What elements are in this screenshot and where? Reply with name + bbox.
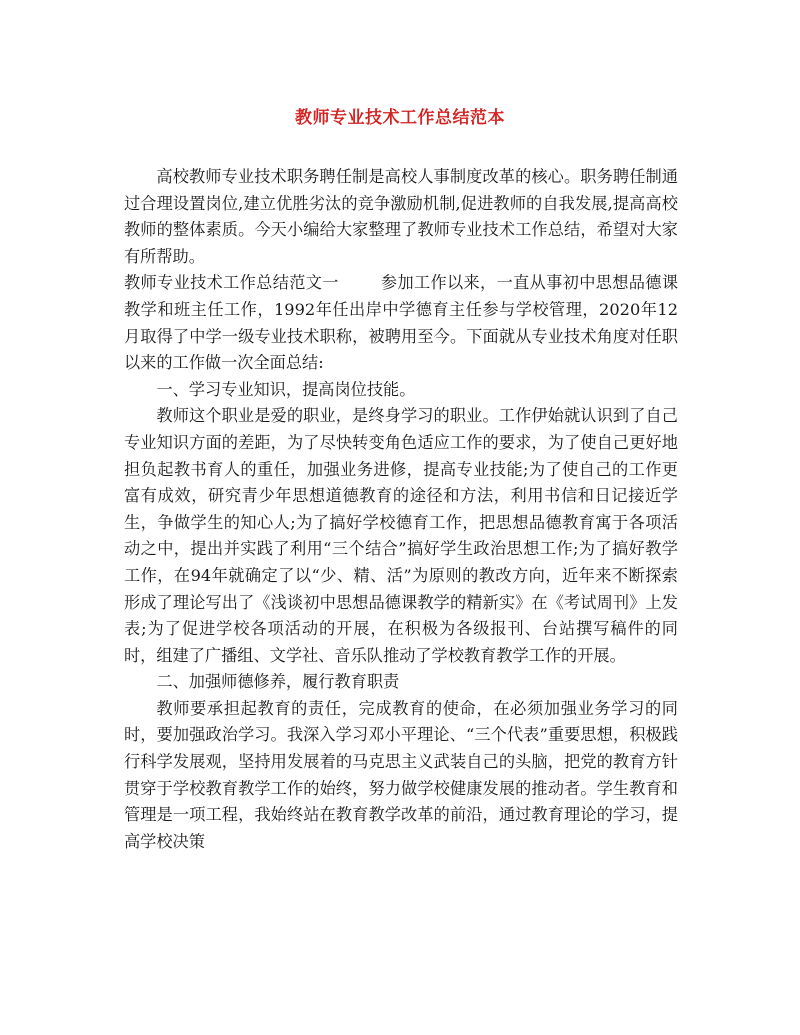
part1-title: 一、学习专业知识，提高岗位技能。	[156, 379, 416, 399]
part2-title: 二、加强师德修养，履行教育职责	[156, 672, 400, 692]
part1-body: 教师这个职业是爱的职业，是终身学习的职业。工作伊始就认识到了自己专业知识方面的差距，为了尽快转变角色适应工作的要求，为了使自己更好地担负起教书育人的重任，加强业务进修，提高专业技能;为了使自己的工作更富有成效，研究青少年思想道德教育的途径和方法，利用书信和日记接近学生，争做学生的知心人;为了搞好学校德育工作，把思想品德教育寓于各项活动之中，提出并实践了利用“三个结合”搞好学生政治思想工作;为了搞好教学工作，在94年就确定了以“少、精、活”为原则的教改方向，近年来不断探索形成了理论写出了《浅谈初中思想品德课教学的精新实》在《考试周刊》上发表;为了促进学校各项活动的开展，在积极为各级报刊、台站撰写稿件的同时，组建了广播组、文学社、音乐队推动了学校教育教学工作的开展。	[124, 406, 678, 665]
section1-paragraph	[124, 270, 678, 376]
document-body	[124, 164, 678, 855]
section1-heading: 教师专业技术工作总结范文一	[124, 273, 339, 293]
intro-paragraph: 高校教师专业技术职务聘任制是高校人事制度改革的核心。职务聘任制通过合理设置岗位,建立优胜劣汰的竞争激励机制,促进教师的自我发展,提高高校教师的整体素质。今天小编给大家整理了教师专业技术工作总结，希望对大家有所帮助。	[124, 167, 678, 266]
part2-body: 教师要承担起教育的责任，完成教育的使命，在必须加强业务学习的同时，要加强政治学习。我深入学习邓小平理论、“三个代表”重要思想，积极践行科学发展观，坚持用发展着的马克思主义武装自己的头脑，把党的教育方针贯穿于学校教育教学工作的始终，努力做学校健康发展的推动者。学生教育和管理是一项工程，我始终站在教育教学改革的前沿，通过教育理论的学习，提高学校决策	[124, 698, 678, 851]
document-title: 教师专业技术工作总结范本	[295, 108, 505, 128]
section1-opening: 参加工作以来，一直从事初中思想品德课教学和班主任工作，1992年任出岸中学德育主任参与学校管理，2020年12月取得了中学一级专业技术职称，被聘用至今。下面就从专业技术角度对任职以来的工作做一次全面总结:	[124, 273, 679, 373]
